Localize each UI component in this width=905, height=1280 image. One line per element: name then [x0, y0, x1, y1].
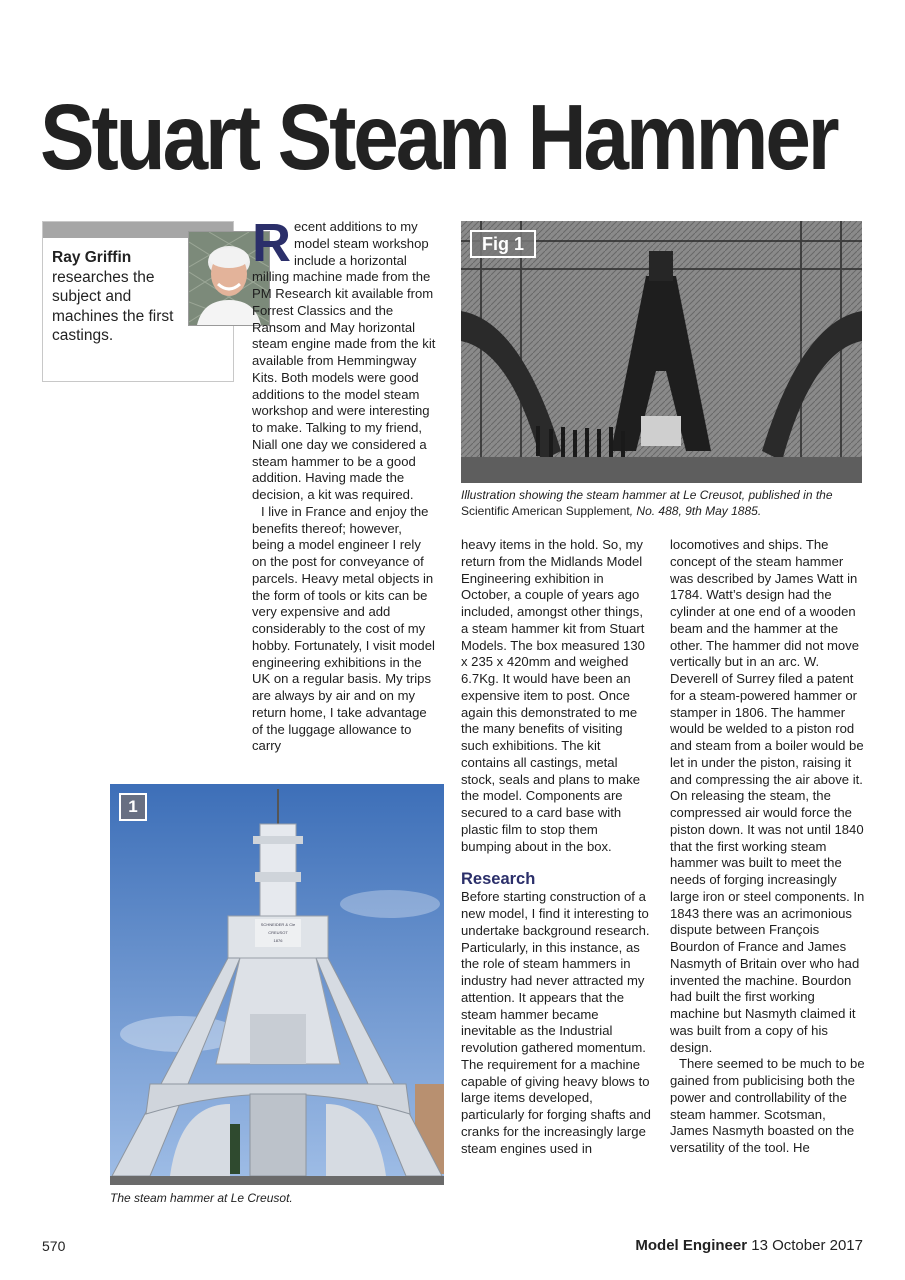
author-blurb: researches the subject and machines the first castings. — [52, 268, 174, 345]
drop-cap: R — [252, 213, 291, 273]
plaque-text: CREUSOT — [268, 930, 288, 935]
photo-1-caption: The steam hammer at Le Creusot. — [110, 1191, 293, 1205]
paragraph: heavy items in the hold. So, my return from the Midlands Model Engineering exhibition in October, a couple of years ago included, amongst other things, a steam hammer kit from Stuart Models. The box measured 130 x 235 x 420mm and weighed 6.7Kg. It would have been an expensive item to post. Once again this demonstrated to me the many benefits of visiting such exhibitions. The kit contains all castings, metal stock, seals and plans to make the model. Components are secured to a card base with plastic film to stop them bumping about in the box. — [461, 537, 645, 854]
author-credit — [52, 248, 182, 346]
paragraph: ecent additions to my model steam workshop include a horizontal milling machine made from the PM Research kit available from Forrest Classics and the Ransom and May horizontal steam engine made from the kit available from Hemmingway Kits. Both models were good additions to the model steam workshop and were interesting to make. Talking to my friend, Niall one day we considered a steam hammer to be a good addition. Having made the decision, a kit was required. — [252, 219, 436, 502]
author-box — [42, 221, 234, 382]
author-name: Ray Griffin — [52, 249, 132, 266]
figure-1-caption — [461, 487, 861, 519]
text-column-1 — [252, 213, 436, 755]
caption-publication: Scientific American Supplement — [461, 504, 630, 518]
figure-label: Fig 1 — [470, 230, 536, 258]
photo-steam-hammer — [110, 784, 444, 1185]
article-title: Stuart Steam Hammer — [40, 85, 837, 189]
caption-text: , No. 488, 9th May 1885. — [629, 504, 762, 518]
photo-number-label: 1 — [119, 793, 147, 821]
page-number: 570 — [42, 1238, 66, 1254]
magazine-footer — [635, 1237, 863, 1254]
text-column-3 — [670, 537, 865, 1157]
text-column-2 — [461, 537, 651, 1157]
plaque-text: SCHNEIDER & Cie — [260, 922, 296, 927]
issue-date: 13 October 2017 — [751, 1237, 863, 1254]
paragraph: Before starting construction of a new model, I find it interesting to undertake background research. Particularly, in this instance, as the role of steam hammers in industry had never attracted my attention. It appears that the steam hammer became inevitable as the Industrial revolution gathered momentum. The requirement for a machine capable of giving heavy blows to large items developed, particularly for forging shafts and cranks for the increasingly large steam engines used in — [461, 889, 651, 1156]
paragraph: I live in France and enjoy the benefits thereof; however, being a model engineer I rely on the post for conveyance of parcels. Heavy metal objects in the form of tools or kits can be very expensive and add considerably to the cost of my hobby. Fortunately, I visit model engineering exhibitions in the UK on a regular basis. My trips are always by air and on my return home, I take advantage of the luggage allowance to carry — [252, 503, 435, 754]
paragraph: locomotives and ships. The concept of the steam hammer was described by James Watt in 1784. Watt’s design had the cylinder at one end of a wooden beam and the hammer at the other. The hammer did not move vertically but in an arc. W. Deverell of Surrey filed a patent for a steam-powered hammer or stamper in 1806. The hammer would be welded to a piston rod and steam from a boiler would be let in under the piston, raising it and compressing the air above it. On releasing the steam, the compressed air would force the piston down. It was not until 1840 that the first working steam hammer was built to meet the needs of forging increasingly large iron or steel components. In 1843 there was an acrimonious dispute between François Bourdon of France and James Nasmyth of Britain over who had invented the machine. Bourdon had built the first working machine but Nasmyth claimed it was built from a copy of his design. — [670, 537, 865, 1055]
plaque-text: 1876 — [273, 938, 283, 943]
figure-1-engraving — [461, 221, 862, 483]
magazine-name: Model Engineer — [635, 1237, 748, 1254]
section-heading-research: Research — [461, 870, 536, 889]
paragraph: There seemed to be much to be gained from publicising both the power and controllability of the steam hammer. Scotsman, James Nasmyth boasted on the versatility of the tool. He — [670, 1056, 865, 1155]
caption-text: Illustration showing the steam hammer at Le Creusot, published in the — [461, 488, 833, 502]
